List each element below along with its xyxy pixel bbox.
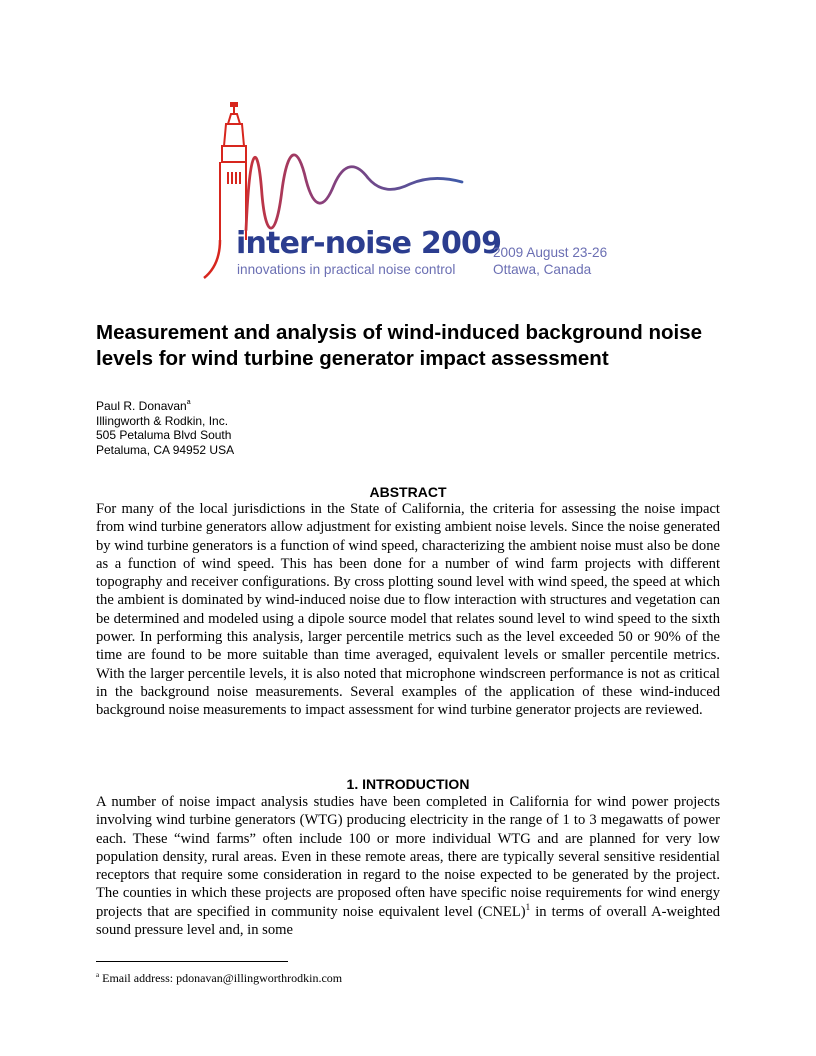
introduction-paragraph: A number of noise impact analysis studies have been completed in California for wind power projects involving wind turbine generators (WTG) producing electricity in the range of 1 to 3 megawatts of power each. These “wind farms” often include 100 or more individual WTG and are planned for very low population density, rural areas. Even in these remote areas, there are typically several sensitive residential receptors that require some consideration in regard to the noise expected to be generated by the project. The counties in which these projects are proposed often have specific noise requirements for wind energy projects that are specified in community noise equivalent level (CNEL) — [96, 794, 720, 920]
author-footnote-marker: a — [186, 399, 191, 406]
sound-wave-graphic — [246, 155, 462, 230]
introduction-paragraph-continued: in terms of overall A-weighted sound pressure level and, in some — [96, 903, 720, 939]
abstract-heading: ABSTRACT — [369, 484, 447, 500]
author-block — [96, 396, 234, 457]
logo-subtitle: innovations in practical noise control — [237, 262, 456, 277]
author-name-line — [96, 396, 234, 414]
introduction-text — [96, 793, 720, 939]
author-name: Paul R. Donavan — [96, 399, 187, 413]
footnote-text: Email address: pdonavan@illingworthrodkin.com — [99, 971, 343, 985]
footnote-divider — [96, 961, 288, 962]
conference-date: 2009 August 23-26 — [493, 245, 608, 260]
logo-title: inter-noise 2009 — [236, 226, 502, 261]
affiliation-line: Petaluma, CA 94952 USA — [96, 442, 235, 457]
footnote-marker: a — [96, 971, 100, 979]
affiliation-line: 505 Petaluma Blvd South — [96, 428, 232, 443]
conference-location: Ottawa, Canada — [493, 262, 592, 277]
paper-title: Measurement and analysis of wind-induced background noise levels for wind turbine generator impact assessment — [96, 321, 703, 370]
footnote — [96, 968, 342, 985]
introduction-heading: 1. INTRODUCTION — [346, 776, 470, 792]
affiliation-line: Illingworth & Rodkin, Inc. — [96, 413, 229, 428]
reference-marker: 1 — [525, 901, 531, 912]
abstract-text: For many of the local jurisdictions in the State of California, the criteria for assessing the noise impact from wind turbine generators allow adjustment for existing ambient noise levels. Since the noise generated by wind turbine generators is a function of wind speed, characterizing the ambient noise must also be done as a function of wind speed. This has been done for a number of wind farm projects with different topography and receiver configurations. By cross plotting sound level with wind speed, the speed at which the ambient is dominated by wind-induced noise due to flow interaction with structures and vegetation can be determined and modeled using a dipole source model that relates sound level to wind speed to the sixth power. In performing this analysis, larger percentile metrics such as the level exceeded 50 or 90% of the time are found to be more suitable than time averaged, equivalent levels or smaller percentile metrics. With the larger percentile levels, it is also noted that microphone windscreen performance is not as critical in the background noise measurements. Several examples of the application of these wind-induced background noise measurements to impact assessment for wind turbine generator projects are reviewed. — [96, 501, 720, 719]
flag-icon — [230, 102, 238, 107]
